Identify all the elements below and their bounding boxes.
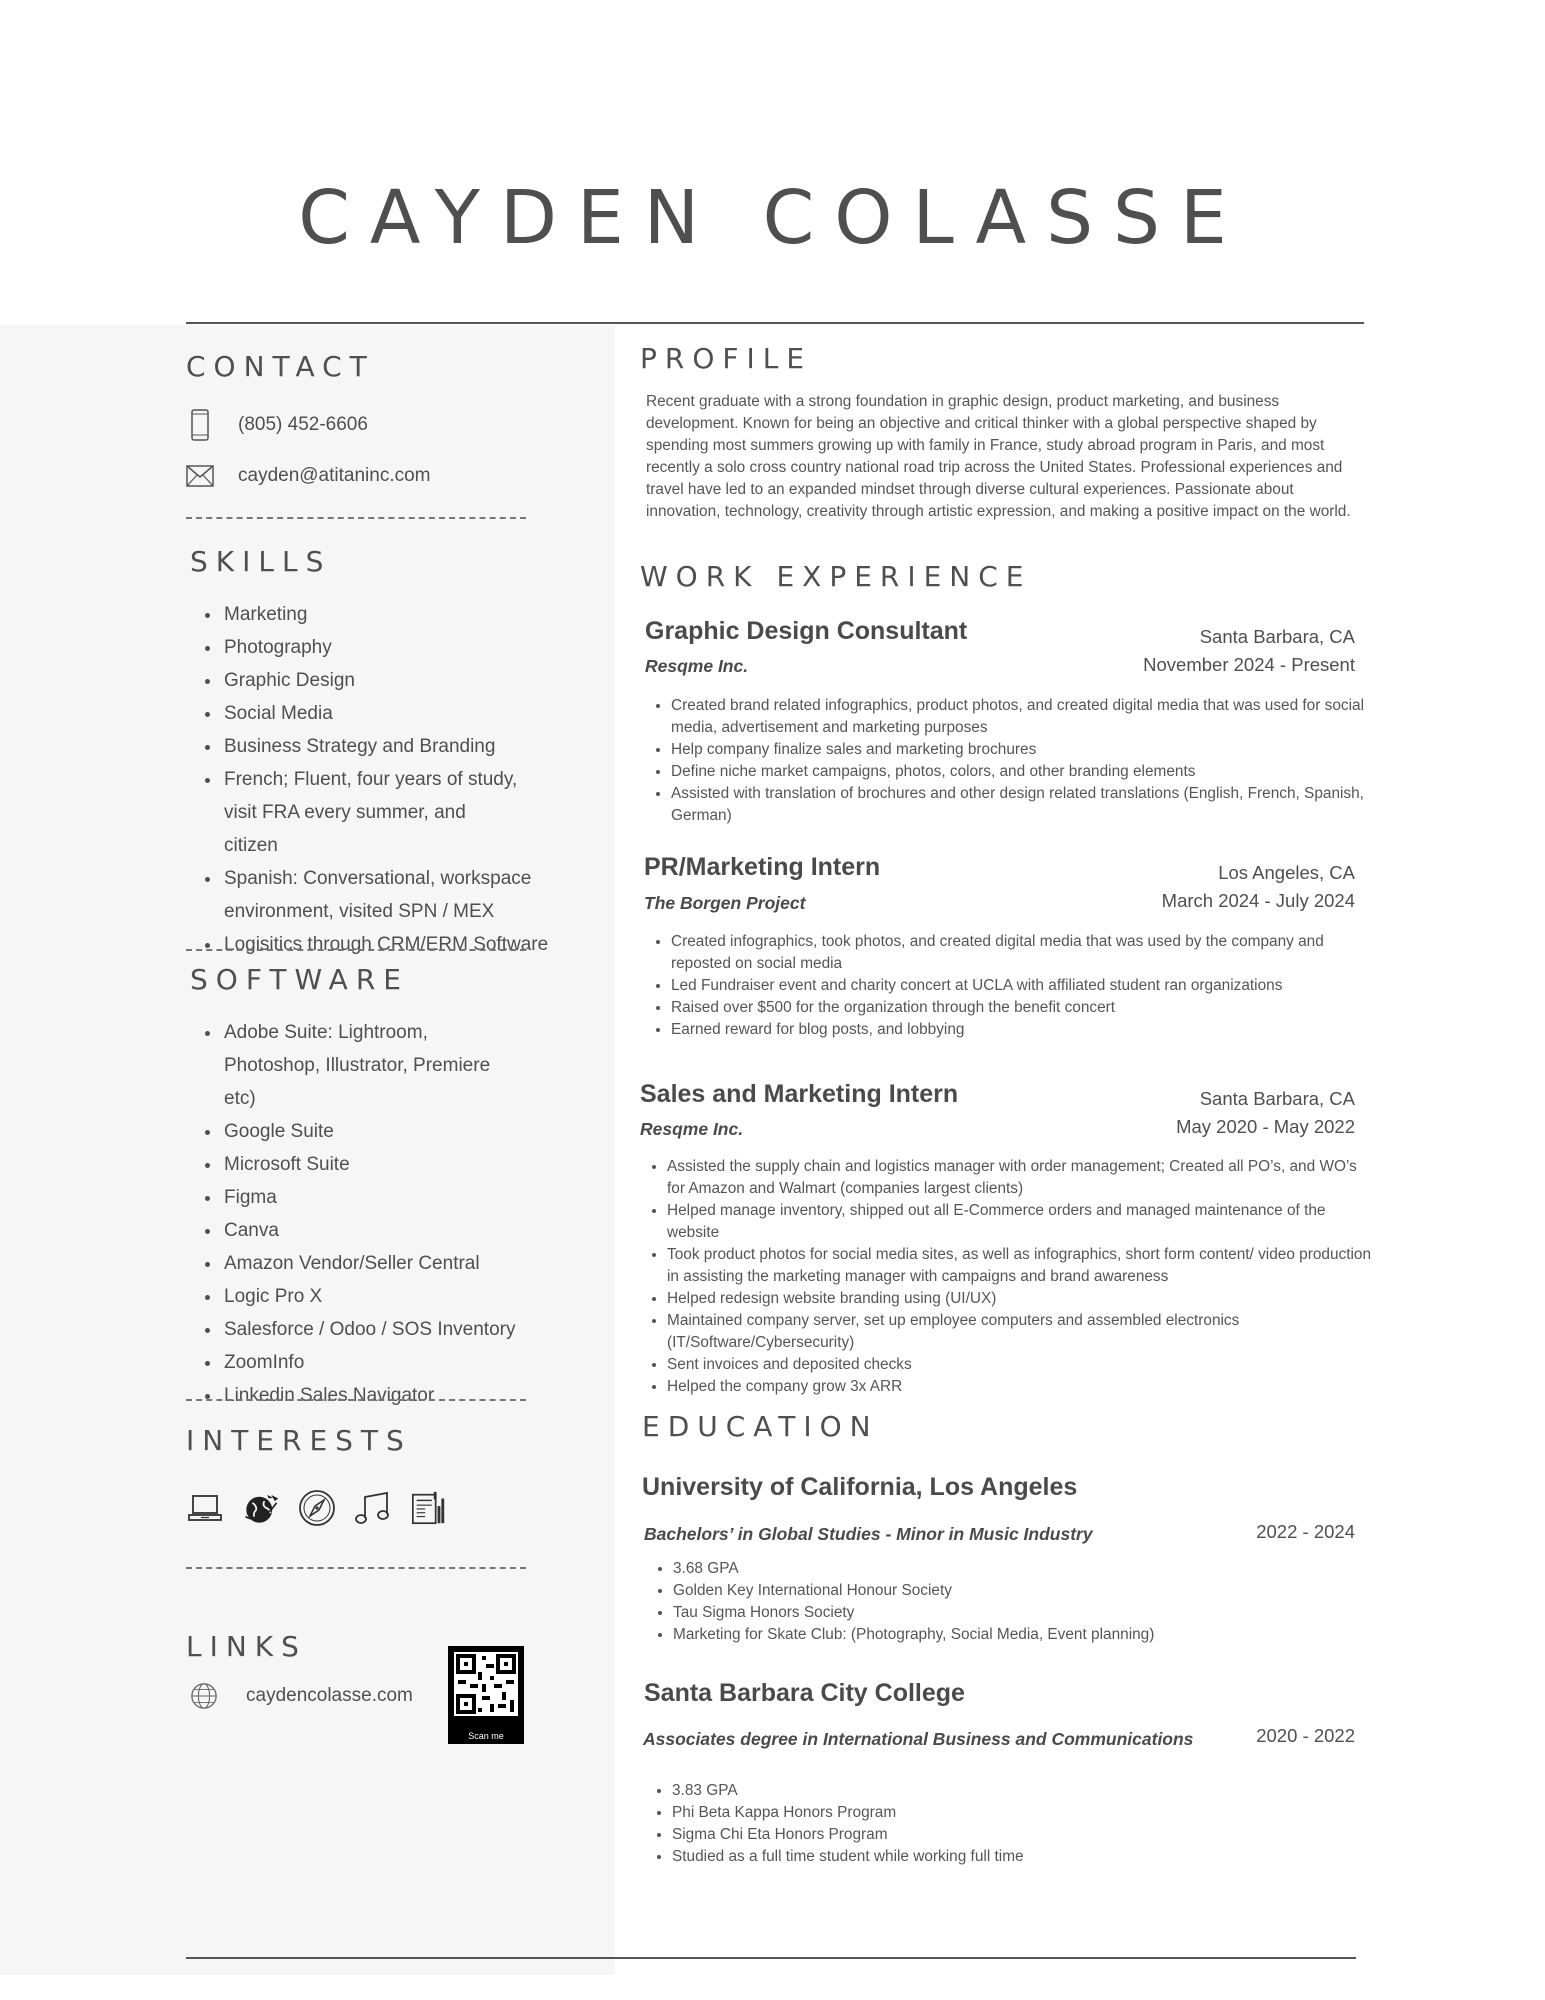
job-bullet: • Raised over $500 for the organization through the benefit concert (671, 997, 1371, 1019)
job-dates: March 2024 - July 2024 (1161, 890, 1355, 911)
school-bullet: • Phi Beta Kappa Honors Program (672, 1802, 1372, 1824)
newspaper-icon (410, 1488, 448, 1528)
dashed-divider (186, 1567, 526, 1569)
job-company: Resqme Inc. (645, 656, 749, 676)
skill-item: • Spanish: Conversational, workspace environment, visited SPN / MEX (222, 862, 534, 928)
contact-phone: (805) 452-6606 (238, 414, 368, 435)
job-bullet: • Led Fundraiser event and charity concert at UCLA with affiliated student ran organizations (671, 975, 1371, 997)
school-degree: Bachelors’ in Global Studies - Minor in Music Industry (644, 1524, 1093, 1544)
school-bullets (647, 1558, 1373, 1646)
job-bullet: • Assisted with translation of brochures and other design related translations (English, French, Spanish, German) (671, 783, 1371, 827)
software-item: • Canva (222, 1214, 602, 1247)
skills-list (186, 598, 602, 961)
job-title: Sales and Marketing Intern (640, 1080, 959, 1108)
software-item: • Microsoft Suite (222, 1148, 602, 1181)
skill-item: • Social Media (222, 697, 602, 730)
school-bullet: • Studied as a full time student while working full time (672, 1846, 1372, 1868)
skill-item: • Graphic Design (222, 664, 602, 697)
school-bullet: • Tau Sigma Honors Society (673, 1602, 1373, 1624)
job-bullets (645, 695, 1371, 827)
compass-icon (298, 1488, 336, 1528)
school-bullet: • 3.68 GPA (673, 1558, 1373, 1580)
job-bullets (641, 1156, 1372, 1398)
resume-name: CAYDEN COLASSE (298, 175, 1247, 261)
top-divider (186, 322, 1364, 324)
links-heading: LINKS (186, 1630, 307, 1663)
job-bullet: • Sent invoices and deposited checks (667, 1354, 1372, 1376)
software-heading: SOFTWARE (190, 963, 409, 996)
job-bullet: • Assisted the supply chain and logistics manager with order management; Created all PO’s, and WO’s for Amazon and Walmart (companies largest clients) (667, 1156, 1372, 1200)
profile-heading: PROFILE (640, 342, 813, 375)
job-title: Graphic Design Consultant (645, 617, 968, 645)
school-bullet: • 3.83 GPA (672, 1780, 1372, 1802)
contact-email-row (186, 460, 431, 492)
contact-heading: CONTACT (186, 350, 375, 383)
job-bullet: • Helped redesign website branding using (UI/UX) (667, 1288, 1372, 1310)
globe-icon (190, 1680, 218, 1712)
school-bullet: • Sigma Chi Eta Honors Program (672, 1824, 1372, 1846)
job-location: Santa Barbara, CA (1199, 1088, 1355, 1109)
website-link[interactable]: caydencolasse.com (246, 1685, 413, 1706)
software-item: • Figma (222, 1181, 602, 1214)
interests-icons (186, 1488, 448, 1528)
job-location: Los Angeles, CA (1218, 862, 1355, 883)
globe-plane-icon (242, 1488, 280, 1528)
work-heading: WORK EXPERIENCE (640, 560, 1032, 593)
bottom-divider (186, 1957, 1356, 1959)
school-bullets (646, 1780, 1372, 1868)
contact-phone-row (186, 409, 368, 441)
job-bullets (645, 931, 1371, 1041)
software-item: • ZoomInfo (222, 1346, 602, 1379)
school-name: University of California, Los Angeles (642, 1473, 1078, 1501)
skills-heading: SKILLS (190, 545, 332, 578)
job-company: Resqme Inc. (640, 1119, 744, 1139)
school-name: Santa Barbara City College (644, 1679, 965, 1707)
job-dates: May 2020 - May 2022 (1176, 1116, 1355, 1137)
job-bullet: • Helped manage inventory, shipped out all E-Commerce orders and managed maintenance of the website (667, 1200, 1372, 1244)
job-bullet: • Define niche market campaigns, photos, colors, and other branding elements (671, 761, 1371, 783)
job-bullet: • Created brand related infographics, product photos, and created digital media that was used for social media, advertisement and marketing purposes (671, 695, 1371, 739)
software-item: • Adobe Suite: Lightroom, Photoshop, Illustrator, Premiere etc) (222, 1016, 524, 1115)
school-bullet: • Marketing for Skate Club: (Photography, Social Media, Event planning) (673, 1624, 1373, 1646)
job-bullet: • Maintained company server, set up employee computers and assembled electronics (IT/Software/Cybersecurity) (667, 1310, 1372, 1354)
school-bullet: • Golden Key International Honour Society (673, 1580, 1373, 1602)
skill-item: • French; Fluent, four years of study, visit FRA every summer, and citizen (222, 763, 524, 862)
dashed-divider (186, 517, 526, 519)
software-item: • Google Suite (222, 1115, 602, 1148)
software-item: • Salesforce / Odoo / SOS Inventory (222, 1313, 602, 1346)
job-bullet: • Created infographics, took photos, and created digital media that was used by the company and reposted on social media (671, 931, 1371, 975)
software-item: • Logic Pro X (222, 1280, 602, 1313)
website-row (190, 1680, 413, 1712)
interests-heading: INTERESTS (186, 1424, 412, 1457)
education-heading: EDUCATION (642, 1410, 879, 1443)
laptop-icon (186, 1488, 224, 1528)
job-location: Santa Barbara, CA (1199, 626, 1355, 647)
job-company: The Borgen Project (644, 893, 806, 913)
phone-icon (186, 409, 214, 441)
school-dates: 2022 - 2024 (1256, 1521, 1355, 1542)
dashed-divider (186, 1399, 526, 1401)
qr-label: Scan me (468, 1731, 504, 1741)
qr-pattern (454, 1652, 518, 1716)
job-bullet: • Took product photos for social media sites, as well as infographics, short form content/ video production in assisting the marketing manager with campaigns and brand awareness (667, 1244, 1372, 1288)
job-dates: November 2024 - Present (1143, 654, 1355, 675)
qr-code[interactable] (448, 1646, 524, 1744)
music-note-icon (354, 1488, 392, 1528)
skill-item: • Logisitics through CRM/ERM Software (222, 928, 602, 961)
job-bullet: • Help company finalize sales and marketing brochures (671, 739, 1371, 761)
profile-text: Recent graduate with a strong foundation in graphic design, product marketing, and business development. Known for being an objective and critical thinker with a global perspective shaped by spending most summers growing up with family in France, study abroad program in Paris, and most recently a solo cross country national road trip across the United States. Professional experiences and travel have led to an expanded mindset through diverse cultural experiences. Passionate about innovation, technology, creativity through artistic expression, and making a positive impact on the world. (646, 393, 1351, 520)
dashed-divider (186, 949, 526, 951)
school-degree: Associates degree in International Business and Communications (643, 1729, 1194, 1749)
envelope-icon (186, 460, 214, 492)
skill-item: • Business Strategy and Branding (222, 730, 602, 763)
skill-item: • Photography (222, 631, 602, 664)
software-item: • Amazon Vendor/Seller Central (222, 1247, 602, 1280)
job-bullet: • Helped the company grow 3x ARR (667, 1376, 1372, 1398)
software-item: • Linkedin Sales Navigator (222, 1379, 602, 1412)
school-dates: 2020 - 2022 (1256, 1725, 1355, 1746)
job-bullet: • Earned reward for blog posts, and lobbying (671, 1019, 1371, 1041)
skill-item: • Marketing (222, 598, 602, 631)
job-title: PR/Marketing Intern (644, 853, 881, 881)
contact-email[interactable]: cayden@atitaninc.com (238, 465, 431, 486)
software-list (186, 1016, 602, 1412)
